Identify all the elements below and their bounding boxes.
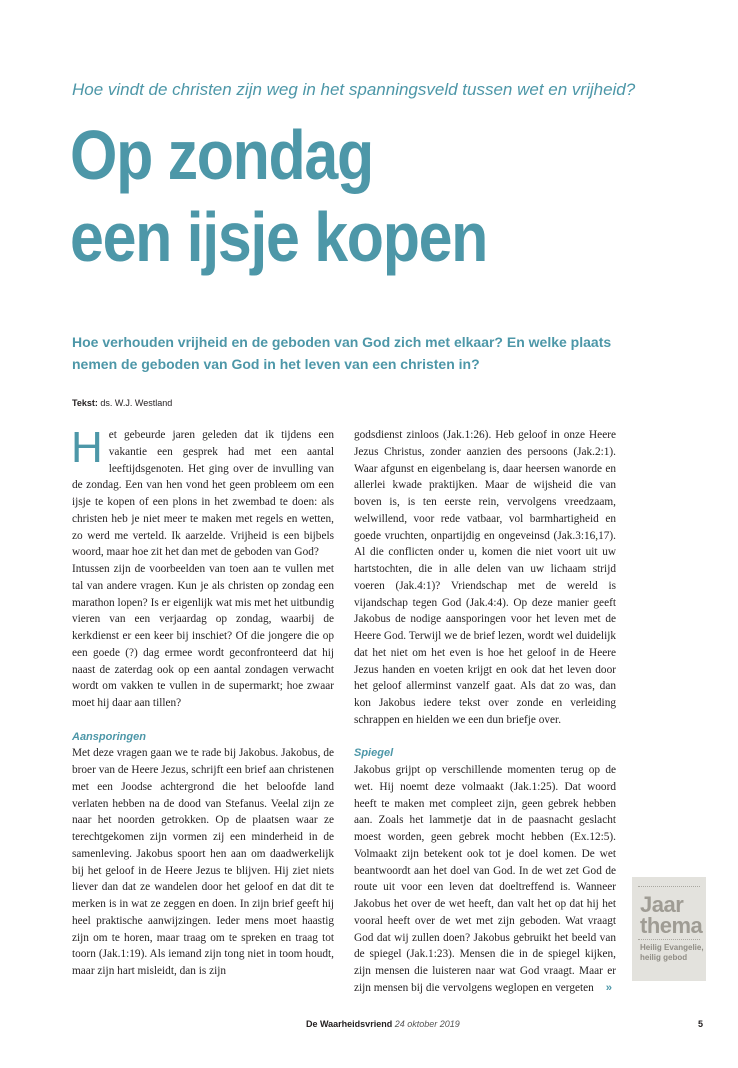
paragraph-text: et gebeurde jaren geleden dat ik tijdens een vakantie een gesprek had met een aantal leeftijdsgenoten. Het ging over de invulling van de zondag. Een van hen vond het geen probleem om een ijsje te kopen of een plons in het zwembad te doen: als christen heb je niet meer te maken met regels en wetten, zo werd me verteld. Ik aarzelde. Vrijheid is een bijbels woord, maar hoe zit het dan met de geboden van God? [72,429,334,559]
theme-title-line-2: thema [640,913,703,938]
theme-subtitle-line-1: Heilig Evangelie, [640,943,704,952]
drop-cap: H [71,423,103,472]
byline [72,398,172,408]
body-paragraph: Intussen zijn de voorbeelden van toen aan te vullen met tal van andere vragen. Kun je als christen op zondag een marathon lopen? Is er eigenlijk wat mis met het uitbundig vieren van een verjaardag op zondag, waarbij de kerkdienst er een keer bij inschiet? Of die jongere die op een goede (?) dag ermee wordt geconfronteerd dat hij naast de zaterdag ook op een aantal zondagen verwacht wordt om vakken te vullen in de supermarkt; hoe zwaar moet hij daar aan tillen? [72,563,334,709]
subheading-spiegel: Spiegel [354,747,394,760]
continue-arrow-icon: » [605,981,613,994]
byline-author: ds. W.J. Westland [100,398,173,408]
article-kicker: Hoe vindt de christen zijn weg in het spanningsveld tussen wet en vrijheid? [72,80,636,99]
headline-line-1: Op zondag [70,116,373,194]
magazine-name: De Waarheidsvriend [306,1019,393,1029]
theme-divider [638,939,700,940]
theme-subtitle [640,943,704,963]
body-paragraph [354,762,616,997]
body-paragraph: godsdienst zinloos (Jak.1:26). Heb geloof in onze Heere Jezus Christus, zonder aanzien des persoons (Jak.2:1). Waar afgunst en eigenbelang is, daar heersen wanorde en allerlei kwade praktijken. Maar de wijsheid die van boven is, is ten eerste rein, vervolgens vreedzaam, welwillend, voor rede vatbaar, vol barmhartigheid en goede vruchten, onpartijdig en ongeveinsd (Jak.3:16,17). Al die conflicten onder u, komen die niet voort uit uw hartstochten, die in alle delen van uw lichaam strijd voeren (Jak.4:1)? Vriendschap met de wereld is vijandschap tegen God (Jak.4:4). Op deze manier geeft Jakobus de nodige aansporingen voor het leven met de Heere God. Terwijl we de brief lezen, wordt wel duidelijk dat het niet om het even is hoe het geloof in de Heere Jezus handen en voeten krijgt en ook dat het leven door het geloof allerminst vanzelf gaat. Als dat zo was, dan kon Jakobus iedere tekst over zonde en verleiding schrappen en hielden we een dun briefje over. [354,429,616,726]
body-column-left [71,423,334,980]
body-paragraph [71,423,334,561]
paragraph-text: Jakobus grijpt op verschillende momenten terug op de wet. Hij noemt deze volmaakt (Jak.1:25). Dat woord heeft te maken met compleet zijn, geen gebrek hebben aan. Zoals het lammetje dat in de paasnacht geslacht moest worden, geen gebrek mocht hebben (Ex.12:5). Volmaakt zijn betekent ook tot je doel komen. De wet beantwoordt aan het doel van God. In de wet zet God de route uit voor een leven dat doeltreffend is. Wanneer Jakobus het over de wet heeft, dan valt het op dat hij het vooral heeft over de wet met zijn geboden. Wat vraagt God dat wij zullen doen? Jakobus gebruikt het beeld van de spiegel (Jak.1:23). Mensen die in de spiegel kijken, zijn mensen die luisteren naar wat God vraagt. Maar er zijn mensen bij die vervolgens weglopen en vergeten [354,764,616,994]
body-paragraph: Met deze vragen gaan we te rade bij Jakobus. Jakobus, de broer van de Heere Jezus, schrijft een brief aan christenen met een Joodse achtergrond die het beloofde land verlaten hebben na de dood van Stefanus. Veelal zijn ze naar het noorden getrokken. Op de plaatsen waar ze terechtgekomen zijn vormen zij een minderheid in de samenleving. Jakobus spoort hen aan om daadwerkelijk bij het geloof in de Heere Jezus te blijven. Hij ziet niets liever dan dat ze wandelen door het geloof en dat dit te merken is in wat ze zeggen en doen. In zijn brief geeft hij heel praktische aanwijzingen. Ieder mens moet haastig zijn om te horen, maar traag om te spreken en traag tot toorn (Jak.1:19). Als iemand zijn tong niet in toom houdt, maar zijn hart misleidt, dan is zijn [72,747,334,977]
byline-label: Tekst: [72,398,98,408]
page-number: 5 [698,1019,704,1029]
year-theme-box [632,877,706,981]
article-lead: Hoe verhouden vrijheid en de geboden van God zich met elkaar? En welke plaats nemen de geboden van God in het leven van een christen in? [72,334,612,372]
issue-date: 24 oktober 2019 [394,1019,460,1029]
headline-line-2: een ijsje kopen [70,198,488,276]
theme-title-line-1: Jaar [640,892,684,917]
footer-publication [306,1019,460,1029]
body-column-right [354,427,616,997]
article-headline [70,114,487,278]
theme-divider [638,886,700,887]
subheading-aansporingen: Aansporingen [72,730,146,743]
theme-subtitle-line-2: heilig gebod [640,953,688,962]
